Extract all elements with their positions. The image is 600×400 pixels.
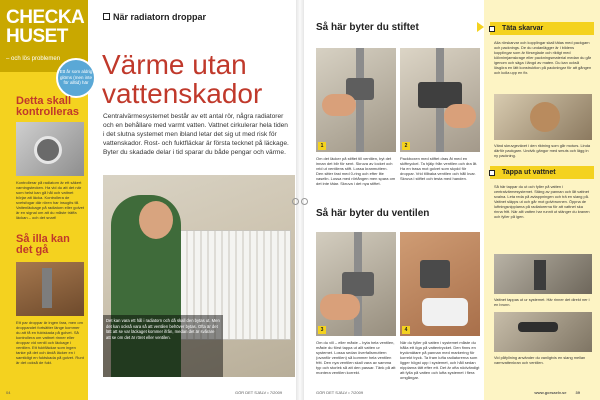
valve-shape [342, 272, 374, 296]
person-head-shape [139, 201, 173, 239]
checkbox-icon [489, 26, 495, 32]
tip-heading-joints [490, 22, 594, 35]
tip-photo-refill [494, 312, 592, 352]
brand-title-line1: CHECKA [6, 7, 85, 28]
tip-heading-drain-text: Tappa ut vattnet [502, 169, 556, 176]
tip-heading-drain [490, 166, 594, 179]
floor-damage-photo [16, 262, 84, 316]
photo-step-1 [316, 48, 396, 152]
issue-right: GÖR DET SJÄLV • 7/2009 [316, 390, 364, 395]
hand-shape [444, 104, 476, 128]
section-heading-stem: Så här byter du stiftet [316, 22, 419, 33]
sidebar-heading-damage: Så illa kan det gå [16, 233, 70, 256]
valve-knob-shape [34, 136, 62, 164]
cloth-shape [422, 298, 468, 326]
section-heading-valve: Så här byter du ventilen [316, 208, 430, 219]
sidebar-heading-check: Detta skall kontrolleras [16, 95, 79, 118]
photo-step-4 [400, 232, 480, 336]
step-number-2: 2 [402, 142, 410, 150]
right-page [304, 0, 600, 400]
article-kicker [103, 12, 206, 22]
folio-left: 04 [6, 390, 11, 395]
tip-text-drain: Så här tappar du ut och fyller på vatten i centralvärmesystemet. Stäng av pannan och låt vattnet svalna. Leta reda på avtappningen och trä en slang på. Vattnet släpps ut och går mot golvbrunnen. Öppna de luftningsnipplarna på radiatorerna för att vattnet ska rinna fritt. När allt vatten har runnit ut stänger du kranen och fyller på igen. [494, 184, 590, 219]
caption-step-2: Packboxen med stiftet dras åt med en skiftnyckel. Ta hjälp från ventilen och dra åt. Ha en trasa mot golvet som skydd för droppar. Vrid tillbaka ventilen och håll kvar. Skruva i stiftet och testa med handen. [400, 156, 478, 181]
registration-mark-right [301, 198, 308, 205]
article-title: Värme utan vattenskador [102, 49, 263, 109]
issue-left: GÖR DET SJÄLV • 7/2009 [235, 390, 283, 395]
brand-title-line2: HUSET [6, 26, 68, 47]
website-url[interactable] [534, 390, 580, 395]
article-lead: Centralvärmesystemet består av ett antal rör, några radiatorer och en behållare med varmt vatten. Vattnet cirkulerar hela tiden i det slutna systemet men ibland letar det sig ut med risk för vattenskador. Rost- och fuktfläckar är första tecknet på läckage. Byter du skadade delar i tid sparar du både pengar och värme. [103, 113, 289, 156]
tip-photo-drain [494, 254, 592, 294]
promo-badge [56, 58, 96, 98]
sidebar-text-check: Kontrollerar på radiatorn är ett säkert varningstecken. Ha vid du att det när som helst kan gå hål och vattnet börjar att läcka. Kontrollera de svetsfogar där rören har insugits till. Vattenläckage på radiatorn eller golvet är en signal om att du måste träffa läckan – och det snart! [16, 180, 84, 220]
left-sidebar [0, 0, 93, 400]
tip-photo-joints [494, 94, 592, 140]
hero-caption: Det kan vara ett hål i radiatorn och då skall den bytas ut. Men det kan också vara så att ventilen behöver bytas. Ofta är det lätt att se var läckaget kommer ifrån, medan det är svårare att se om det är röret eller ventilen. [103, 315, 223, 377]
thread-shape [530, 102, 560, 132]
folio-right: 39 [575, 390, 580, 395]
kicker-checkbox-icon [103, 13, 110, 20]
tip-caption-drain-1: Vattnet tappas ut ur systemet. Här rinner det direkt ner i en brunn. [494, 297, 590, 307]
valve-photo [16, 122, 84, 176]
sidebar-text-damage: Ett par droppar är ingen fara, men om droppandet fortsätter länge kommer du att få en fuktskada på golvet. Så kontrollera om vattnet rinner eller droppar vid ventil och läckage i ventilen. Ett fuktfläckar som ingen tanke på det och ändå läcker en i samtidigt en fuktskada på golvet. Runt är det också de fukt. [16, 320, 84, 365]
brand-subtitle: – och lös problemen [6, 56, 61, 62]
photo-step-2 [400, 48, 480, 152]
hose-shape [534, 260, 546, 290]
tip-text-joints: Alla rörskarvar och kopplingar skall tätas med packgarn och packnings. De du undanlägger är i bildens kopplingar som är förseglade och riktigt med kölvnimjamskrage eller packningsmaterial medan du går igenom och säga i längd av maten. Du kan också lösgöra en lätt konstruktion på packningar för att gången och kolla upp en fix. [494, 40, 592, 75]
hero-photo [103, 175, 295, 377]
tips-sidebar [484, 0, 600, 400]
left-page [0, 0, 296, 400]
website-url-text[interactable]: www.gorsaelv.se [534, 390, 567, 395]
caption-step-1: Om det läcker på stiftet till ventilen, byt det innan det blir för sent. Skruva av locket och vrid ut ventilens stift. Lossa kranmuttern. Den sitter fast med 0-ring och efter lite vaselin. Lossa med rörtången men spara om det inte tätar. Skruva i det nya stiftet. [316, 156, 396, 186]
badge-text: Ett år som aldrig glöms (men inte för alltid) här [59, 69, 93, 85]
arrow-marker-icon [477, 22, 484, 32]
step-number-4: 4 [402, 326, 410, 334]
brand-title [6, 8, 84, 46]
pipe-shape [42, 268, 52, 308]
registration-mark-left [292, 198, 299, 205]
hand-shape [320, 294, 360, 320]
step-number-3: 3 [318, 326, 326, 334]
tip-caption-joints: Vänd skruvgeväxet i den riktning som går moturs. Linda därför packgarn. Undvik gängor med smuts och lägg in ny packning. [494, 143, 591, 158]
hose-shape [518, 322, 558, 332]
kicker-text: När radiatorn droppar [113, 12, 207, 22]
valve-shape [420, 260, 450, 288]
checkbox-icon [489, 170, 495, 176]
photo-step-3 [316, 232, 396, 336]
pipe-shape [356, 48, 364, 152]
tip-heading-joints-text: Täta skarvar [502, 25, 544, 32]
hand-shape [322, 94, 356, 116]
tip-caption-drain-2: Vid påfyllning använder du vanligtvis en slang mellan varmvattenkran och ventilen. [494, 355, 586, 365]
step-number-1: 1 [318, 142, 326, 150]
caption-step-4: När du fyller på vatten i systemet måste du hålla ett öga på vattentrycket. Den finns en tryckmätare på pannan med markering för korrekt tryck. Ta fram lufta radiatorerna som ligger högst upp i systemet, och håll sedan nipplarna tätt efter ett. Det är ofta nödvändigt att fylla på vatten och lufta systemet i flera omgångar. [400, 340, 480, 380]
caption-step-3: Om du vill – eller måste – byta hela ventilen, måste du först tappa ut allt vatten ur systemet. Lossa sedan överfallsmuttern (ovanför ventilen) så kommer hela ventilen fritt. Den nya ventilen skall vara av samma typ och storlek så att den passar. Tänk på att montera ventilen korrekt. [316, 340, 396, 375]
